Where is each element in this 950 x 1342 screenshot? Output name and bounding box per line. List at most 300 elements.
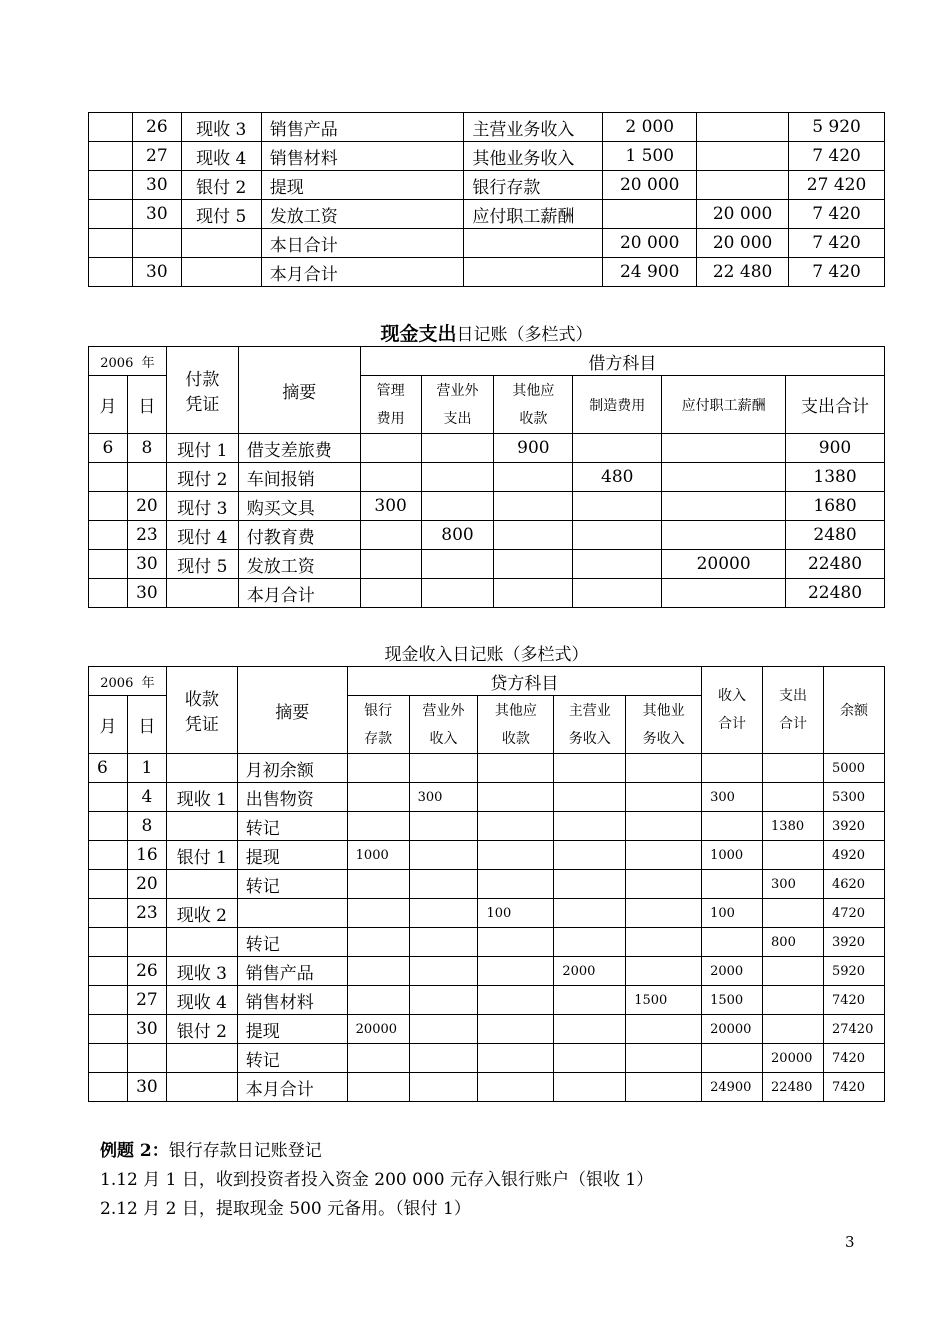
table-cell [127, 1044, 166, 1073]
table-cell [89, 200, 133, 229]
table-cell [347, 870, 409, 899]
table-cell: 提现 [237, 1015, 347, 1044]
table-cell: 本月合计 [238, 579, 360, 608]
table-row [89, 492, 885, 521]
col-income-total: 收入 合计 [702, 667, 763, 754]
table-cell: 出售物资 [237, 783, 347, 812]
table-cell: 付教育费 [238, 521, 360, 550]
table-cell [89, 550, 128, 579]
table-cell: 7420 [823, 986, 884, 1015]
table-cell [626, 812, 702, 841]
table-cell: 转记 [237, 928, 347, 957]
table-cell: 现付 4 [166, 521, 238, 550]
table-cell: 1000 [347, 841, 409, 870]
table-cell [421, 550, 494, 579]
table-cell [554, 1044, 626, 1073]
table-cell: 提现 [237, 841, 347, 870]
table-cell [763, 957, 824, 986]
table-cell [763, 841, 824, 870]
table-cell: 现收 3 [166, 957, 237, 986]
table-cell: 应付职工薪酬 [464, 200, 603, 229]
table-cell [127, 463, 166, 492]
table-cell: 300 [409, 783, 478, 812]
table-row [89, 957, 885, 986]
table-cell: 转记 [237, 812, 347, 841]
table-cell: 22480 [763, 1073, 824, 1102]
table-cell [89, 521, 128, 550]
table-cell: 24900 [702, 1073, 763, 1102]
table-cell: 2000 [702, 957, 763, 986]
table-cell [166, 1073, 237, 1102]
table-cell: 主营业务收入 [464, 113, 603, 142]
table-cell: 30 [132, 258, 181, 287]
col-nonoperating-income: 营业外 收入 [409, 696, 478, 754]
table-cell [409, 957, 478, 986]
table-cell [166, 579, 238, 608]
table-cell: 900 [786, 434, 885, 463]
table-cell: 1680 [786, 492, 885, 521]
table-cell [603, 200, 697, 229]
voucher-header: 收款 凭证 [166, 667, 237, 754]
table-cell: 20000 [702, 1015, 763, 1044]
year-header: 2006 年 [89, 347, 167, 376]
table-cell [347, 812, 409, 841]
table-row [89, 841, 885, 870]
summary-header: 摘要 [237, 667, 347, 754]
table-cell [573, 550, 662, 579]
table-row [89, 579, 885, 608]
table-cell: 4920 [823, 841, 884, 870]
table-row [89, 200, 885, 229]
table-cell: 20 000 [603, 171, 697, 200]
table-cell: 27 420 [789, 171, 885, 200]
table-cell: 7420 [823, 1044, 884, 1073]
table-cell [554, 986, 626, 1015]
table-cell [347, 986, 409, 1015]
table-cell: 100 [478, 899, 554, 928]
table-cell: 银行存款 [464, 171, 603, 200]
col-other-receivable: 其他应 收款 [478, 696, 554, 754]
credit-accounts-header: 贷方科目 [347, 667, 701, 696]
table-cell: 7 420 [789, 258, 885, 287]
table-cell: 4 [127, 783, 166, 812]
table-cell: 800 [763, 928, 824, 957]
table-cell [554, 928, 626, 957]
table-cell [626, 1044, 702, 1073]
table-cell: 销售材料 [237, 986, 347, 1015]
table-row [89, 550, 885, 579]
table-cell: 现付 2 [166, 463, 238, 492]
table-cell [347, 1044, 409, 1073]
table-cell: 2480 [786, 521, 885, 550]
table-row [89, 754, 885, 783]
table-cell [347, 783, 409, 812]
table-cell: 30 [127, 1015, 166, 1044]
table-cell: 本日合计 [261, 229, 464, 258]
table-cell: 本月合计 [237, 1073, 347, 1102]
table-cell: 其他业务收入 [464, 142, 603, 171]
table-cell: 8 [127, 434, 166, 463]
table-cell [494, 579, 573, 608]
table-cell: 车间报销 [238, 463, 360, 492]
table-cell [409, 928, 478, 957]
table-cell [166, 754, 237, 783]
table-cell [347, 957, 409, 986]
table-cell [181, 229, 261, 258]
col-manufacturing-cost: 制造费用 [573, 376, 662, 434]
table-cell: 300 [763, 870, 824, 899]
table-cell: 30 [127, 579, 166, 608]
table-cell [409, 1044, 478, 1073]
table-cell [89, 986, 128, 1015]
table-cell [763, 754, 824, 783]
table-cell: 20000 [763, 1044, 824, 1073]
table-cell [89, 899, 128, 928]
table-cell [421, 463, 494, 492]
table-cell [478, 870, 554, 899]
table-cell: 银付 2 [166, 1015, 237, 1044]
table-row [89, 783, 885, 812]
table-cell: 转记 [237, 1044, 347, 1073]
table-cell [409, 841, 478, 870]
table-cell [478, 986, 554, 1015]
table-cell: 7 420 [789, 200, 885, 229]
table-cell [554, 1015, 626, 1044]
table-cell [181, 258, 261, 287]
cash-journal-continuation-table [88, 112, 885, 287]
table-cell [478, 812, 554, 841]
table-cell [89, 229, 133, 258]
table-cell: 900 [494, 434, 573, 463]
table-cell [662, 579, 786, 608]
table-row [89, 870, 885, 899]
table-cell [494, 550, 573, 579]
table-cell [697, 113, 789, 142]
table-cell [166, 928, 237, 957]
table-row [89, 258, 885, 287]
table-cell [702, 754, 763, 783]
table-cell: 银付 1 [166, 841, 237, 870]
table-cell [662, 463, 786, 492]
table-cell: 27 [127, 986, 166, 1015]
table-cell [409, 986, 478, 1015]
table-cell [554, 783, 626, 812]
table-cell: 现收 4 [166, 986, 237, 1015]
table-cell [662, 434, 786, 463]
table-cell: 现收 3 [181, 113, 261, 142]
table-cell: 300 [360, 492, 421, 521]
table-cell [494, 492, 573, 521]
table-cell [89, 579, 128, 608]
summary-header: 摘要 [238, 347, 360, 434]
table-cell: 7420 [823, 1073, 884, 1102]
table-cell [89, 841, 128, 870]
col-expense-total: 支出合计 [786, 376, 885, 434]
table-cell [360, 434, 421, 463]
table-cell: 月初余额 [237, 754, 347, 783]
table-cell: 26 [127, 957, 166, 986]
table-cell [494, 521, 573, 550]
table-cell: 100 [702, 899, 763, 928]
table-cell [89, 870, 128, 899]
table-cell [662, 521, 786, 550]
table-cell [702, 1044, 763, 1073]
table-cell: 提现 [261, 171, 464, 200]
table-cell [626, 1073, 702, 1102]
table-row [89, 113, 885, 142]
table-cell: 30 [132, 200, 181, 229]
year-header: 2006 年 [89, 667, 167, 696]
table-cell: 20 [127, 492, 166, 521]
col-expense-total: 支出 合计 [763, 667, 824, 754]
table-cell [478, 841, 554, 870]
table-cell: 借支差旅费 [238, 434, 360, 463]
col-salary-payable: 应付职工薪酬 [662, 376, 786, 434]
example-line-1: 1.12 月 1 日，收到投资者投入资金 200 000 元存入银行账户（银收 1） [100, 1170, 654, 1190]
table-cell [573, 434, 662, 463]
table-cell: 现付 5 [166, 550, 238, 579]
table-cell [89, 783, 128, 812]
table-cell: 30 [132, 171, 181, 200]
table-cell [89, 113, 133, 142]
table-cell [409, 899, 478, 928]
table-cell [421, 492, 494, 521]
table-cell: 300 [702, 783, 763, 812]
table-row [89, 986, 885, 1015]
cash-expense-journal-title: 现金支出日记账（多栏式） [380, 323, 593, 345]
table-cell [464, 258, 603, 287]
table-cell [478, 957, 554, 986]
table-cell [554, 899, 626, 928]
col-balance: 余额 [823, 667, 884, 754]
day-header: 日 [127, 696, 166, 754]
col-nonoperating-expense: 营业外 支出 [421, 376, 494, 434]
table-cell [478, 783, 554, 812]
table-cell: 26 [132, 113, 181, 142]
table-cell [132, 229, 181, 258]
table-cell: 1500 [626, 986, 702, 1015]
table-cell [763, 783, 824, 812]
table-cell: 22 480 [697, 258, 789, 287]
table-row [89, 463, 885, 492]
table-cell: 22480 [786, 579, 885, 608]
table-cell [347, 928, 409, 957]
table-cell [478, 928, 554, 957]
table-cell: 5920 [823, 957, 884, 986]
table-cell: 发放工资 [261, 200, 464, 229]
table-cell [554, 841, 626, 870]
table-cell [409, 812, 478, 841]
table-cell: 30 [127, 550, 166, 579]
table-cell: 24 900 [603, 258, 697, 287]
table-cell: 22480 [786, 550, 885, 579]
table-cell: 20 000 [697, 229, 789, 258]
table-cell: 银付 2 [181, 171, 261, 200]
table-cell: 购买文具 [238, 492, 360, 521]
table-cell: 16 [127, 841, 166, 870]
table-cell [166, 870, 237, 899]
table-cell [478, 1073, 554, 1102]
table-cell [89, 492, 128, 521]
table-cell [409, 870, 478, 899]
table-cell: 20 [127, 870, 166, 899]
table-cell [360, 579, 421, 608]
table-cell [478, 1015, 554, 1044]
table-cell [554, 812, 626, 841]
table-cell: 2 000 [603, 113, 697, 142]
col-main-business-income: 主营业 务收入 [554, 696, 626, 754]
table-cell [573, 521, 662, 550]
table-row [89, 521, 885, 550]
table-cell [89, 171, 133, 200]
table-cell [478, 1044, 554, 1073]
cash-expense-journal-table [88, 346, 885, 608]
table-cell [89, 928, 128, 957]
table-cell [702, 812, 763, 841]
table-cell [89, 258, 133, 287]
table-cell [166, 1044, 237, 1073]
table-cell [626, 899, 702, 928]
table-cell [626, 1015, 702, 1044]
table-cell [554, 1073, 626, 1102]
col-other-business-income: 其他业 务收入 [626, 696, 702, 754]
table-cell: 转记 [237, 870, 347, 899]
voucher-header: 付款 凭证 [166, 347, 238, 434]
table-cell: 1380 [763, 812, 824, 841]
table-cell: 1380 [786, 463, 885, 492]
col-bank-deposit: 银行 存款 [347, 696, 409, 754]
cash-income-journal-table [88, 666, 885, 1102]
table-cell [347, 754, 409, 783]
debit-accounts-header: 借方科目 [360, 347, 884, 376]
table-cell: 现收 1 [166, 783, 237, 812]
table-row [89, 229, 885, 258]
col-admin-expense: 管理 费用 [360, 376, 421, 434]
table-cell: 本月合计 [261, 258, 464, 287]
table-cell [573, 579, 662, 608]
table-cell: 现付 3 [166, 492, 238, 521]
table-cell [478, 754, 554, 783]
cash-income-journal-title: 现金收入日记账（多栏式） [384, 645, 589, 665]
table-cell: 1 [127, 754, 166, 783]
table-row [89, 1073, 885, 1102]
table-cell [763, 1015, 824, 1044]
table-cell [347, 899, 409, 928]
table-cell: 5300 [823, 783, 884, 812]
table-cell [554, 754, 626, 783]
table-cell: 7 420 [789, 229, 885, 258]
table-cell: 现收 2 [166, 899, 237, 928]
table-cell [421, 579, 494, 608]
table-row [89, 812, 885, 841]
table-cell: 销售产品 [261, 113, 464, 142]
table-cell: 23 [127, 899, 166, 928]
table-cell: 3920 [823, 928, 884, 957]
table-cell [347, 1073, 409, 1102]
table-cell [409, 754, 478, 783]
table-cell [166, 812, 237, 841]
table-cell: 1 500 [603, 142, 697, 171]
table-cell: 现付 5 [181, 200, 261, 229]
table-cell: 销售产品 [237, 957, 347, 986]
table-cell [127, 928, 166, 957]
example-heading: 例题 2：银行存款日记账登记 [100, 1141, 322, 1161]
table-cell [89, 812, 128, 841]
day-header: 日 [127, 376, 166, 434]
table-cell: 7 420 [789, 142, 885, 171]
month-header: 月 [89, 376, 128, 434]
table-cell [421, 434, 494, 463]
table-cell: 现付 1 [166, 434, 238, 463]
table-cell [89, 463, 128, 492]
table-row [89, 171, 885, 200]
table-cell: 5 920 [789, 113, 885, 142]
page-number: 3 [845, 1233, 855, 1251]
table-row [89, 899, 885, 928]
table-cell: 27 [132, 142, 181, 171]
table-row [89, 928, 885, 957]
table-cell [763, 986, 824, 1015]
table-row [89, 434, 885, 463]
table-cell: 5000 [823, 754, 884, 783]
table-cell [89, 1015, 128, 1044]
table-cell [626, 928, 702, 957]
col-other-receivable: 其他应 收款 [494, 376, 573, 434]
table-cell [626, 870, 702, 899]
month-header: 月 [89, 696, 128, 754]
table-cell [360, 521, 421, 550]
table-cell [573, 492, 662, 521]
table-cell: 27420 [823, 1015, 884, 1044]
table-cell: 4720 [823, 899, 884, 928]
table-cell [662, 492, 786, 521]
table-cell [626, 783, 702, 812]
table-cell: 23 [127, 521, 166, 550]
table-row [89, 1044, 885, 1073]
table-cell: 20000 [662, 550, 786, 579]
table-row [89, 142, 885, 171]
table-cell: 800 [421, 521, 494, 550]
table-cell: 30 [127, 1073, 166, 1102]
table-cell: 3920 [823, 812, 884, 841]
table-cell: 发放工资 [238, 550, 360, 579]
table-cell [409, 1073, 478, 1102]
table-cell [763, 899, 824, 928]
table-cell [702, 870, 763, 899]
table-cell [360, 463, 421, 492]
table-cell [697, 142, 789, 171]
table-cell: 销售材料 [261, 142, 464, 171]
table-cell: 20000 [347, 1015, 409, 1044]
table-cell: 2000 [554, 957, 626, 986]
table-cell: 8 [127, 812, 166, 841]
table-cell [409, 1015, 478, 1044]
table-cell: 现收 4 [181, 142, 261, 171]
table-cell [89, 1044, 128, 1073]
table-cell: 6 [89, 434, 128, 463]
example-line-2: 2.12 月 2 日，提取现金 500 元备用。（银付 1） [100, 1199, 471, 1219]
table-cell [494, 463, 573, 492]
table-cell [89, 142, 133, 171]
table-cell [702, 928, 763, 957]
table-cell: 20 000 [697, 200, 789, 229]
table-cell [237, 899, 347, 928]
table-cell [89, 1073, 128, 1102]
table-cell [360, 550, 421, 579]
table-cell: 20 000 [603, 229, 697, 258]
table-cell [626, 841, 702, 870]
table-cell: 6 [89, 754, 128, 783]
